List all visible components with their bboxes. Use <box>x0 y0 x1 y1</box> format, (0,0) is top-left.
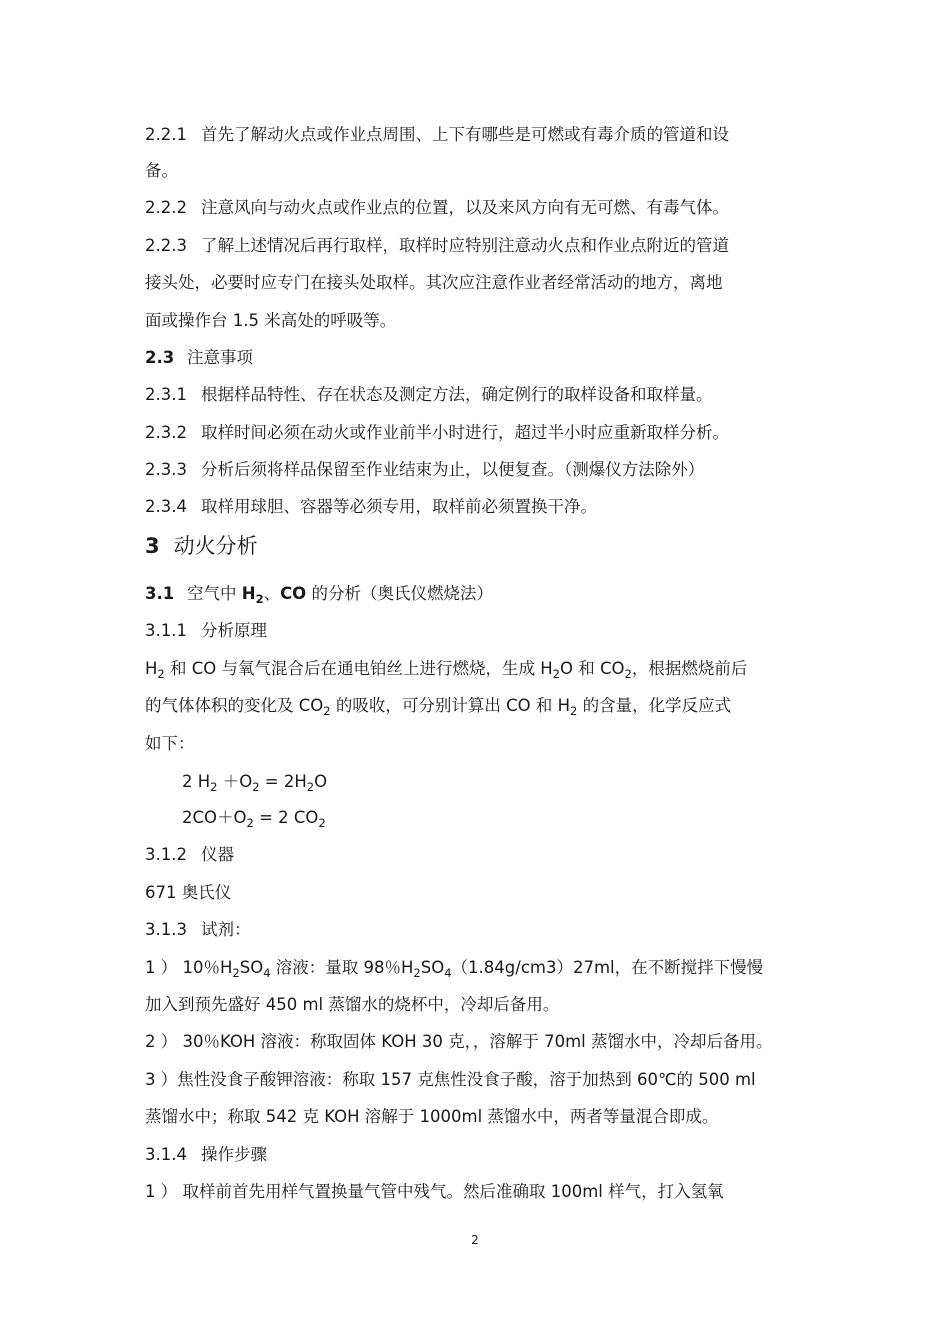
principle-line1: $H_2$ 和 CO 与氧气混合后在通电铂丝上进行燃烧，生成 $H_2O$ 和 $CO_2$，根据燃烧前后 <box>145 659 748 681</box>
para-2-3-2: 2.3.2 取样时间必须在动火或作业前半小时进行，超过半小时应重新取样分析。 <box>145 423 729 442</box>
equation-2: $2CO+O_2 = 2$ $CO_2$ <box>182 808 326 830</box>
reagent-1: 1 ） 10％$H_2SO_4$ 溶液：量取 98％$H_2SO_4(1.84g/cm3)27ml$，在不断搅拌下慢慢 <box>145 958 764 980</box>
para-2-3-3: 2.3.3 分析后须将样品保留至作业结束为止，以便复查。（测爆仪方法除外） <box>145 460 705 479</box>
para-2-2-1-cont: 备。 <box>145 161 178 180</box>
equation-1: 2 $H_2 +O_2 = 2H_2O$ <box>182 772 328 794</box>
para-2-2-3-cont1: 接头处，必要时应专门在接头处取样。其次应注意作业者经常活动的地方，离地 <box>145 273 723 292</box>
para-2-2-1: 2.2.1 首先了解动火点或作业点周围、上下有哪些是可燃或有毒介质的管道和设 <box>145 125 729 144</box>
para-3-1-1: 3.1.1 分析原理 <box>145 621 267 640</box>
para-2-3-1: 2.3.1 根据样品特性、存在状态及测定方法，确定例行的取样设备和取样量。 <box>145 385 713 404</box>
heading-2-3: 2.3 注意事项 <box>145 348 253 367</box>
para-2-3-4: 2.3.4 取样用球胆、容器等必须专用，取样前必须置换干净。 <box>145 497 597 516</box>
principle-line3: 如下： <box>145 734 195 753</box>
principle-line2: 的气体体积的变化及 $CO_2$ 的吸收，可分别计算出 CO 和 $H_2$ 的含量，化学反应式 <box>145 696 732 718</box>
para-2-2-3: 2.2.3 了解上述情况后再行取样，取样时应特别注意动火点和作业点附近的管道 <box>145 236 729 255</box>
para-2-2-3-cont2: 面或操作台 1.5 米高处的呼吸等。 <box>145 311 397 330</box>
reagent-2: 2 ） 30％KOH 溶液：称取固体 KOH 30 克，，溶解于 70ml 蒸馏水中，冷却后备用。 <box>145 1032 773 1051</box>
step-1: 1 ） 取样前首先用样气置换量气管中残气。然后准确取 100ml 样气，打入氢氧 <box>145 1182 724 1201</box>
page-number: 2 <box>471 1233 479 1247</box>
reagent-3-cont: 蒸馏水中；称取 542 克 KOH 溶解于 1000ml 蒸馏水中，两者等量混合即成。 <box>145 1107 719 1126</box>
reagent-1-cont: 加入到预先盛好 450 ml 蒸馏水的烧杯中，冷却后备用。 <box>145 995 560 1014</box>
para-3-1-2: 3.1.2 仪器 <box>145 845 234 864</box>
reagent-3: 3 ）焦性没食子酸钾溶液：称取 157 克焦性没食子酸，溶于加热到 60℃的 500 ml <box>145 1070 756 1089</box>
para-2-2-2: 2.2.2 注意风向与动火点或作业点的位置，以及来风方向有无可燃、有毒气体。 <box>145 198 729 217</box>
heading-3: 3 动火分析 <box>145 534 258 558</box>
para-3-1-3: 3.1.3 试剂： <box>145 920 251 939</box>
heading-3-1: 3.1 空气中 $H_2$、CO 的分析（奥氏仪燃烧法） <box>145 584 493 606</box>
instrument-line: 671 奥氏仪 <box>145 883 232 902</box>
para-3-1-4: 3.1.4 操作步骤 <box>145 1145 267 1164</box>
